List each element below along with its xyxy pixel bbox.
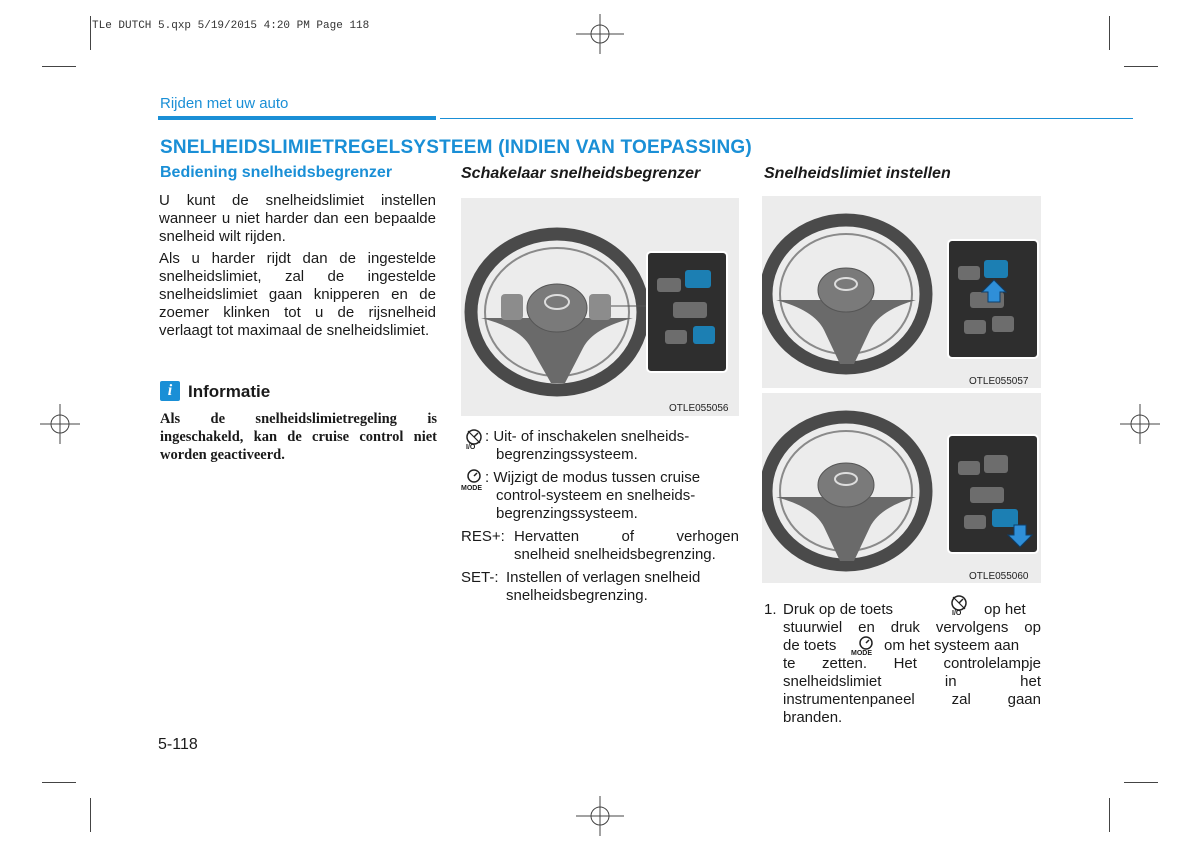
info-text: Als de snelheidslimietregeling is ingeschakeld, kan de cruise control niet worden geactiveerd.	[160, 411, 437, 463]
page-title: SNELHEIDSLIMIETREGELSYSTEEM (INDIEN VAN TOEPASSING)	[160, 137, 752, 158]
definition-2: : Wijzigt de modus tussen cruise	[485, 469, 701, 486]
crop-mark	[90, 798, 91, 832]
print-slug: TLe DUTCH 5.qxp 5/19/2015 4:20 PM Page 118	[92, 20, 370, 32]
steering-wheel-icon	[461, 198, 739, 416]
definition-1-cont: begrenzingssysteem.	[496, 446, 638, 463]
steering-wheel-icon	[762, 393, 1041, 583]
left-paragraph-1: U kunt de snelheidslimiet instellen wanneer u niet harder dan een bepaalde snelheid wilt rijden.	[159, 192, 436, 245]
step-line-4: te zetten. Het controlelampje	[783, 655, 1041, 672]
steering-wheel-figure-1	[762, 196, 1041, 388]
crop-mark	[1124, 66, 1158, 67]
step-line-3a: de toets	[783, 637, 837, 654]
step-line-1b: op het	[984, 601, 1026, 618]
registration-mark-icon	[576, 796, 624, 836]
right-heading: Snelheidslimiet instellen	[764, 165, 951, 182]
registration-mark-icon	[40, 404, 80, 444]
io-label: I/O	[466, 444, 476, 451]
figure-code-2: OTLE055060	[969, 571, 1029, 582]
middle-heading: Schakelaar snelheidsbegrenzer	[461, 165, 701, 182]
definition-3-term: RES+:	[461, 528, 505, 545]
figure-code-1: OTLE055057	[969, 376, 1029, 387]
steering-wheel-icon	[762, 196, 1041, 388]
section-rule	[440, 118, 1133, 119]
step-line-1a: Druk op de toets	[783, 601, 894, 618]
info-icon: i	[160, 381, 180, 401]
crop-mark	[1109, 16, 1110, 50]
registration-mark-icon	[1120, 404, 1160, 444]
step-number: 1.	[764, 601, 777, 618]
speed-limiter-mode-icon	[855, 636, 877, 650]
crop-mark	[1109, 798, 1110, 832]
definition-2-cont: control-systeem en snelheids-	[496, 487, 696, 504]
step-line-7: branden.	[783, 709, 843, 726]
io-label: I/O	[952, 610, 962, 617]
definition-2-cont2: begrenzingssysteem.	[496, 505, 638, 522]
left-paragraph-2: Als u harder rijdt dan de ingestelde snelheidslimiet, zal de ingestelde snelheidslimiet gaan knipperen en de zoemer klinken tot u de rijsnelheid verlaagt tot maximaal de snelheidslimiet.	[159, 250, 436, 339]
definition-3-cont: snelheid snelheidsbegrenzing.	[514, 546, 716, 563]
crop-mark	[42, 66, 76, 67]
steering-wheel-figure	[461, 198, 739, 416]
crop-mark	[42, 782, 76, 783]
step-line-3b: om het systeem aan	[884, 637, 1020, 654]
left-heading: Bediening snelheidsbegrenzer	[160, 164, 393, 181]
definition-4-term: SET-:	[461, 569, 499, 586]
section-bar	[158, 116, 436, 120]
step-line-2: stuurwiel en druk vervolgens op	[783, 619, 1041, 636]
definition-4: Instellen of verlagen snelheid	[506, 569, 701, 586]
info-title: Informatie	[188, 382, 271, 401]
crop-mark	[90, 16, 91, 50]
crop-mark	[1124, 782, 1158, 783]
steering-wheel-figure-2	[762, 393, 1041, 583]
page-number: 5-118	[158, 736, 198, 753]
step-line-6: instrumentenpaneel zal gaan	[783, 691, 1041, 708]
definition-3: Hervatten of verhogen	[514, 528, 739, 545]
section-label: Rijden met uw auto	[160, 95, 289, 112]
mode-label: MODE	[461, 485, 482, 492]
registration-mark-icon	[576, 14, 624, 54]
figure-code: OTLE055056	[669, 403, 729, 414]
speed-limiter-mode-icon	[463, 468, 485, 484]
definition-1: : Uit- of inschakelen snelheids-	[485, 428, 690, 445]
mode-label: MODE	[851, 650, 872, 657]
step-line-5: snelheidslimiet in het	[783, 673, 1041, 690]
definition-4-cont: snelheidsbegrenzing.	[506, 587, 648, 604]
